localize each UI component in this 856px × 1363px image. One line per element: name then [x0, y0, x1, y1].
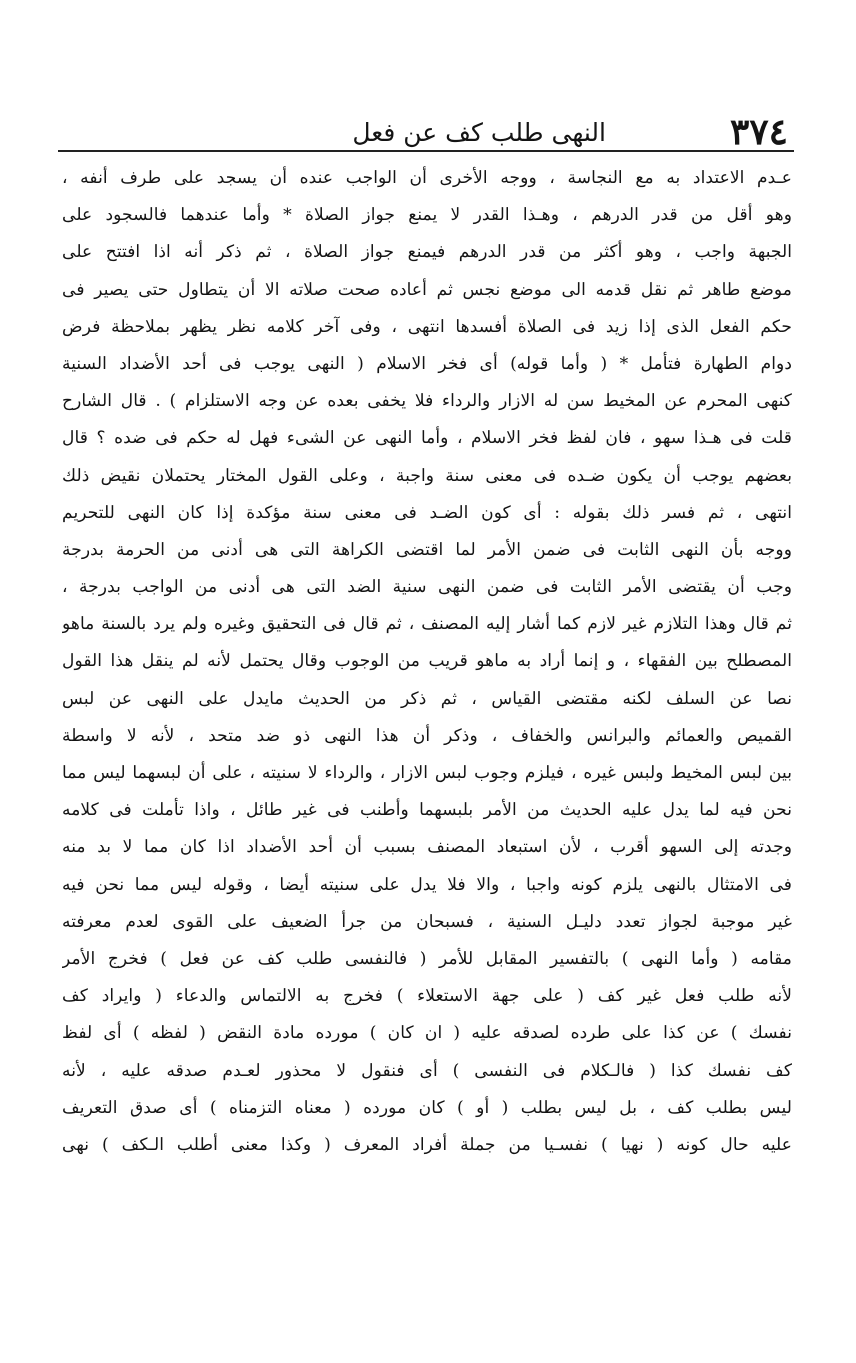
- text-line: القميص والعمائم والبرانس والخفاف ، وذكر أن هذا النهى ذو ضد متحد ، لأنه لا واسطة: [62, 725, 792, 746]
- text-line: قلت فى هـذا سهو ، فان لفظ فخر الاسلام ، وأما النهى عن الشىء فهل له حكم فى ضده ؟ قال: [62, 428, 792, 449]
- text-line: فى الامتثال بالنهى يلزم كونه واجبا ، والا فلا يدل على سنيته أيضا ، وقوله ليس مما نحن فيه: [62, 874, 792, 895]
- text-line: كف نفسك كذا ( فالـكلام فى النفسى ) أى فنقول لا محذور لعـدم صدقه عليه ، لأنه: [62, 1060, 792, 1081]
- text-line: نحن فيه لما يدل عليه الحديث من الأمر بلبسهما وأطنب فى غير طائل ، واذا تأملت فى كلامه: [62, 800, 792, 821]
- text-line: عليه حال كونه ( نهيا ) نفسـيا من جملة أفراد المعرف ( وكذا معنى أطلب الـكف ) نهى: [62, 1134, 792, 1155]
- text-line: الجبهة واجب ، وهو أكثر من قدر الدرهم فيمنع جواز الصلاة ، ثم ذكر أنه اذا افتتح على: [62, 242, 792, 263]
- text-line: مقامه ( وأما النهى ) بالتفسير المقابل للأمر ( فالنفسى طلب كف عن فعل ) فخرج الأمر: [62, 948, 792, 969]
- text-line: انتهى ، ثم فسر ذلك بقوله : أى كون الضـد فى معنى سنة مؤكدة إذا كان النهى للتحريم: [62, 502, 792, 523]
- text-line: وجدته إلى السهو أقرب ، لأن استبعاد المصنف بسبب أن أحد الأضداد اذا كان مما لا بد منه: [62, 837, 792, 858]
- text-line: نفسك ) عن كذا على طرده لصدقه عليه ( ان كان ) مورده مادة النقض ( لفظه ) أى لفظ: [62, 1023, 792, 1044]
- text-line: نصا عن السلف لكنه مقتضى القياس ، ثم ذكر من الحديث مايدل على النهى عن لبس: [62, 688, 792, 709]
- page-number: ٣٧٤: [729, 111, 788, 153]
- text-line: ليس بطلب كف ، بل ليس بطلب ( أو ) كان مورده ( معناه التزمناه ) أى صدق التعريف: [62, 1097, 792, 1118]
- text-line: دوام الطهارة فتأمل * ( وأما قوله) أى فخر الاسلام ( النهى يوجب فى أحد الأضداد السنية: [62, 353, 792, 374]
- text-line: غير موجبة لجواز تعدد دليـل السنية ، فسبحان من جرأ الضعيف على القوى لعدم معرفته: [62, 911, 792, 932]
- text-line: لأنه طلب فعل غير كف ( على جهة الاستعلاء ) فخرج به الالتماس والدعاء ( وايراد كف: [62, 986, 792, 1007]
- text-line: بين لبس المخيط ولبس غيره ، فيلزم وجوب لبس الازار ، والرداء لا سنيته ، على أن لبسهما ليس مما: [62, 763, 792, 783]
- text-line: ثم قال وهذا التلازم غير لازم كما أشار إليه المصنف ، ثم قال فى التحقيق وغيره ولم يرد بالسنة ماهو: [62, 614, 792, 635]
- text-line: وجب أن يقتضى الأمر الثابت فى ضمن النهى سنية الضد التى هى أدنى من الواجب بدرجة ،: [62, 577, 792, 598]
- header-rule: [58, 150, 794, 152]
- text-line: حكم الفعل الذى إذا زيد فى الصلاة أفسدها انتهى ، وفى آخر كلامه نظر يظهر بملاحظة فرض: [62, 316, 792, 337]
- text-line: المصطلح بين الفقهاء ، و إنما أراد به ماهو قريب من الوجوب وقال يحتمل لأنه لم ينقل هذا القول: [62, 651, 792, 672]
- text-line: وهو أقل من قدر الدرهم ، وهـذا القدر لا يمنع جواز الصلاة * وأما عندهما فالسجود على: [62, 205, 792, 226]
- body-text: [62, 160, 792, 1164]
- text-line: عـدم الاعتداد به مع النجاسة ، ووجه الأخرى أن الواجب عنده أن يسجد على طرف أنفه ،: [62, 168, 792, 188]
- text-line: كنهى المحرم عن المخيط سن له الازار والرداء فلا يخفى بعده عن وجه الاستلزام ) . قال الشارح: [62, 391, 792, 412]
- text-line: بعضهم يوجب أن يكون ضـده فى معنى سنة واجبة ، وعلى القول المختار يحتملان نقيض ذلك: [62, 465, 792, 486]
- text-line: ووجه بأن النهى الثابت فى ضمن الأمر لما اقتضى الكراهة التى هى أدنى من الحرمة بدرجة: [62, 539, 792, 560]
- running-title: النهى طلب كف عن فعل: [352, 118, 606, 147]
- text-line: موضع طاهر ثم نقل قدمه الى موضع نجس ثم أعاده صحت صلاته الا أن يتطاول حتى يصير فى: [62, 279, 792, 300]
